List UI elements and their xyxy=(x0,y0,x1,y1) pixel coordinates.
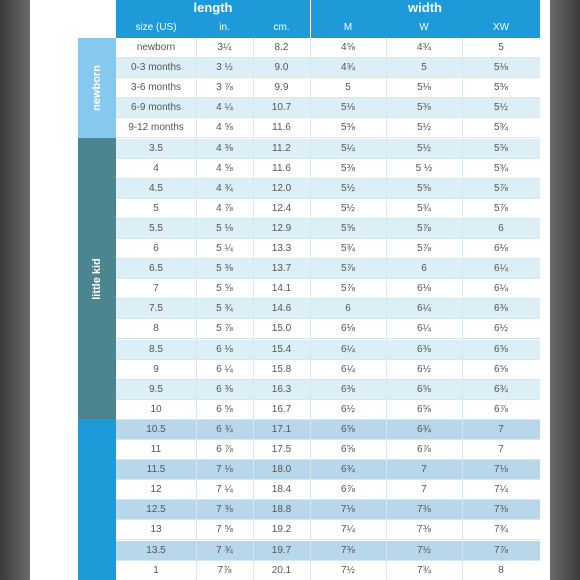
table-cell: 6.5 xyxy=(149,263,163,275)
table-cell: 4 ⅝ xyxy=(216,162,233,174)
column-divider xyxy=(386,38,387,580)
table-row xyxy=(116,58,540,78)
table-cell: 18.4 xyxy=(271,484,292,496)
table-cell: 11.6 xyxy=(272,162,291,174)
table-cell: 6¼ xyxy=(341,343,355,355)
table-cell: 8 xyxy=(153,323,159,335)
table-row xyxy=(116,98,540,118)
group-title-length: length xyxy=(193,0,233,15)
table-cell: 4 ⅞ xyxy=(216,202,233,214)
table-row xyxy=(116,279,540,299)
table-row xyxy=(116,480,540,500)
table-row xyxy=(116,319,540,339)
table-row xyxy=(116,118,540,138)
table-cell: 5⅞ xyxy=(494,202,508,214)
table-cell: 5¾ xyxy=(417,202,431,214)
table-cell: 7⅜ xyxy=(417,504,431,516)
column-header-m: M xyxy=(343,22,353,33)
table-cell: 6⅝ xyxy=(341,423,355,435)
table-cell: 6 xyxy=(498,222,504,234)
table-cell: 18.8 xyxy=(271,504,292,516)
table-cell: 5¾ xyxy=(494,162,508,174)
column-header-in: in. xyxy=(219,22,230,33)
column-divider xyxy=(310,38,311,580)
table-cell: 7 xyxy=(153,283,159,295)
table-cell: 6¼ xyxy=(494,263,508,275)
table-cell: 8.2 xyxy=(274,42,289,53)
table-cell: 5⅞ xyxy=(417,222,431,234)
table-cell: 12.0 xyxy=(271,182,292,194)
table-cell: 13.5 xyxy=(146,544,166,556)
table-cell: 7¼ xyxy=(494,484,508,496)
table-cell: 7⅜ xyxy=(417,524,431,536)
table-row xyxy=(116,199,540,219)
table-cell: 7½ xyxy=(417,544,431,556)
table-cell: 5⅜ xyxy=(417,102,431,114)
table-cell: 6⅝ xyxy=(494,343,508,355)
table-cell: 13.7 xyxy=(271,263,292,275)
table-row xyxy=(116,299,540,319)
table-cell: 7¾ xyxy=(494,524,508,536)
table-cell: 9 xyxy=(153,363,159,375)
table-cell: 6¼ xyxy=(417,323,431,335)
table-cell: 5 ⅜ xyxy=(216,263,233,275)
table-cell: 9.9 xyxy=(274,82,289,94)
table-cell: 6⅞ xyxy=(417,444,431,455)
table-cell: 5 xyxy=(498,42,504,53)
table-row xyxy=(116,78,540,98)
column-header-xw: XW xyxy=(492,22,510,33)
table-cell: 4 ⅜ xyxy=(216,142,233,154)
table-cell: 5 xyxy=(345,82,351,94)
table-cell: 6 ⅛ xyxy=(216,343,233,355)
table-cell: 5 ¼ xyxy=(216,243,233,254)
table-cell: 14.6 xyxy=(271,303,292,315)
table-row xyxy=(116,440,540,460)
table-cell: 6 xyxy=(153,243,159,254)
table-cell: 5¾ xyxy=(494,122,508,134)
table-cell: 6½ xyxy=(341,403,355,415)
table-cell: 6⅜ xyxy=(341,383,355,395)
table-cell: 8.5 xyxy=(149,343,163,355)
table-cell: 6 ⅞ xyxy=(216,444,233,455)
table-cell: 5¼ xyxy=(341,142,355,154)
table-cell: 5½ xyxy=(417,142,431,154)
table-row xyxy=(116,400,540,420)
table-cell: 6⅝ xyxy=(417,383,431,395)
table-cell: 3 ½ xyxy=(216,62,233,74)
table-cell: 5⅛ xyxy=(417,82,431,94)
table-cell: 5 ⅛ xyxy=(216,222,233,234)
table-cell: 4¾ xyxy=(341,62,355,74)
table-cell: newborn xyxy=(136,42,176,53)
table-cell: 6⅝ xyxy=(494,363,508,375)
table-row xyxy=(116,159,540,179)
table-cell: 5 ¾ xyxy=(216,303,233,315)
table-cell: 3-6 months xyxy=(130,82,182,94)
column-divider xyxy=(253,38,254,580)
table-cell: 13.3 xyxy=(271,243,292,254)
table-cell: 4.5 xyxy=(149,182,163,194)
table-cell: 6 ¾ xyxy=(216,423,233,435)
group-title-width: width xyxy=(408,0,442,15)
table-cell: 11.5 xyxy=(146,464,166,476)
table-row xyxy=(116,561,540,580)
table-cell: 15.4 xyxy=(271,343,292,355)
table-cell: 5.5 xyxy=(149,222,163,234)
background-edge-right xyxy=(550,0,580,580)
table-cell: 6½ xyxy=(417,363,431,375)
table-cell: 7 ¼ xyxy=(216,484,233,496)
table-cell: 6¾ xyxy=(494,383,508,395)
table-cell: 7¼ xyxy=(341,524,355,536)
table-row xyxy=(116,360,540,380)
table-cell: 3.5 xyxy=(149,142,163,154)
table-cell: 6⅛ xyxy=(417,283,431,295)
table-row xyxy=(116,500,540,520)
table-cell: 6⅞ xyxy=(494,403,508,415)
table-cell: 12.4 xyxy=(271,202,292,214)
table-cell: 5½ xyxy=(341,202,355,214)
table-cell: 16.3 xyxy=(271,383,292,395)
table-cell: 7 xyxy=(498,444,504,455)
table-cell: 18.0 xyxy=(271,464,292,476)
table-cell: 5⅞ xyxy=(417,243,431,254)
table-cell: 7 ¾ xyxy=(216,544,233,556)
table-cell: 0-3 months xyxy=(130,62,182,74)
table-cell: 5½ xyxy=(341,182,355,194)
table-row xyxy=(116,38,540,58)
table-cell: 10.7 xyxy=(271,102,292,114)
table-cell: 5 xyxy=(421,62,427,74)
table-cell: 6⅝ xyxy=(417,403,431,415)
table-cell: 5⅝ xyxy=(341,222,355,234)
table-cell: 6⅛ xyxy=(494,243,508,254)
table-cell: 11 xyxy=(150,444,162,455)
table-cell: 7⅛ xyxy=(341,504,355,516)
table-cell: 6¾ xyxy=(417,423,431,435)
table-cell: 6¼ xyxy=(417,303,431,315)
table-cell: 7 ⅛ xyxy=(216,464,233,476)
table-cell: 5½ xyxy=(494,102,508,114)
table-cell: 7⅜ xyxy=(494,504,508,516)
column-header-size: size (US) xyxy=(135,22,177,33)
table-cell: 5 ⅝ xyxy=(216,283,233,295)
table-row xyxy=(116,259,540,279)
table-cell: 7⅛ xyxy=(494,464,508,476)
table-cell: 5⅛ xyxy=(494,62,508,74)
table-cell: 6⅝ xyxy=(341,444,355,455)
table-cell: 4 ¾ xyxy=(216,182,233,194)
table-cell: 9.5 xyxy=(149,383,163,395)
table-cell: 7 xyxy=(498,423,504,435)
table-cell: 5½ xyxy=(417,122,431,134)
table-cell: 6 ¼ xyxy=(216,363,233,375)
section-label-newborn: newborn xyxy=(78,38,116,138)
table-cell: 5¾ xyxy=(341,243,355,254)
table-cell: 4 xyxy=(153,162,159,174)
table-cell: 6⅜ xyxy=(494,303,508,315)
table-cell: 9-12 months xyxy=(128,122,184,134)
section-label-little-kid: little kid xyxy=(78,138,116,419)
table-cell: 6⅛ xyxy=(341,323,355,335)
table-cell: 5⅝ xyxy=(417,182,431,194)
table-cell: 7 ⅝ xyxy=(216,524,233,536)
table-cell: 19.7 xyxy=(271,544,292,556)
table-cell: 16.7 xyxy=(271,403,292,415)
table-cell: 12.9 xyxy=(271,222,292,234)
table-cell: 10 xyxy=(150,403,162,415)
table-cell: 12.5 xyxy=(146,504,166,516)
table-row xyxy=(116,541,540,561)
table-row xyxy=(116,380,540,400)
table-cell: 3¼ xyxy=(217,42,232,53)
table-cell: 7⅜ xyxy=(341,544,355,556)
table-cell: 7½ xyxy=(341,564,355,576)
table-cell: 4 ¼ xyxy=(216,102,233,114)
table-cell: 11.6 xyxy=(272,122,291,134)
table-cell: 11.2 xyxy=(272,142,291,154)
table-cell: 6 xyxy=(345,303,351,315)
table-cell: 6¼ xyxy=(341,363,355,375)
table-cell: 7¾ xyxy=(417,564,431,576)
table-cell: 7 xyxy=(421,484,427,496)
table-cell: 5⅜ xyxy=(341,122,355,134)
column-divider xyxy=(196,38,197,580)
table-cell: 7.5 xyxy=(149,303,163,315)
table-cell: 8 xyxy=(498,564,504,576)
background-edge-left xyxy=(0,0,30,580)
table-cell: 13 xyxy=(150,524,162,536)
table-cell: 7 xyxy=(421,464,427,476)
table-cell: 6⅞ xyxy=(341,484,355,496)
table-cell: 5⅞ xyxy=(494,182,508,194)
table-cell: 1 xyxy=(153,564,159,576)
table-row xyxy=(116,179,540,199)
table-cell: 5⅜ xyxy=(341,162,355,174)
table-row xyxy=(116,420,540,440)
table-cell: 15.0 xyxy=(271,323,292,335)
column-divider xyxy=(462,38,463,580)
table-row xyxy=(116,340,540,360)
table-cell: 3 ⅞ xyxy=(216,82,233,94)
table-row xyxy=(116,139,540,159)
table-cell: 5⅜ xyxy=(494,82,508,94)
table-cell: 19.2 xyxy=(271,524,292,536)
table-cell: 5⅞ xyxy=(341,263,355,275)
table-cell: 5 ⅞ xyxy=(216,323,233,335)
column-header-cm: cm. xyxy=(273,22,290,33)
table-cell: 6¼ xyxy=(494,283,508,295)
table-cell: 5⅛ xyxy=(341,102,355,114)
table-cell: 5⅝ xyxy=(494,142,508,154)
table-cell: 7⅞ xyxy=(217,564,232,576)
table-cell: 6¾ xyxy=(341,464,355,476)
table-cell: 6½ xyxy=(494,323,508,335)
table-cell: 4 ⅝ xyxy=(216,122,233,134)
table-cell: 7 ⅜ xyxy=(216,504,233,516)
table-cell: 17.1 xyxy=(271,423,292,435)
table-cell: 6-9 months xyxy=(130,102,182,114)
table-cell: 10.5 xyxy=(146,423,166,435)
table-cell: 5 ½ xyxy=(415,162,433,174)
table-row xyxy=(116,219,540,239)
table-cell: 6 ⅜ xyxy=(216,383,233,395)
table-cell: 12 xyxy=(150,484,162,496)
table-cell: 7⅞ xyxy=(494,544,508,556)
table-cell: 6 xyxy=(421,263,427,275)
table-row xyxy=(116,239,540,259)
table-cell: 15.8 xyxy=(271,363,292,375)
table-cell: 20.1 xyxy=(271,564,292,576)
table-cell: 5⅞ xyxy=(341,283,355,295)
table-cell: 4⅝ xyxy=(341,42,355,53)
table-cell: 9.0 xyxy=(274,62,289,74)
size-chart-sheet xyxy=(30,0,550,580)
table-cell: 17.5 xyxy=(271,444,292,455)
table-cell: 5 xyxy=(153,202,159,214)
table-cell: 6 ⅝ xyxy=(216,403,233,415)
table-cell: 4¾ xyxy=(417,42,431,53)
table-row xyxy=(116,520,540,540)
table-cell: 6⅜ xyxy=(417,343,431,355)
section-label-big-kid xyxy=(78,419,116,580)
table-row xyxy=(116,460,540,480)
table-cell: 14.1 xyxy=(271,283,292,295)
column-header-w: W xyxy=(419,22,429,33)
